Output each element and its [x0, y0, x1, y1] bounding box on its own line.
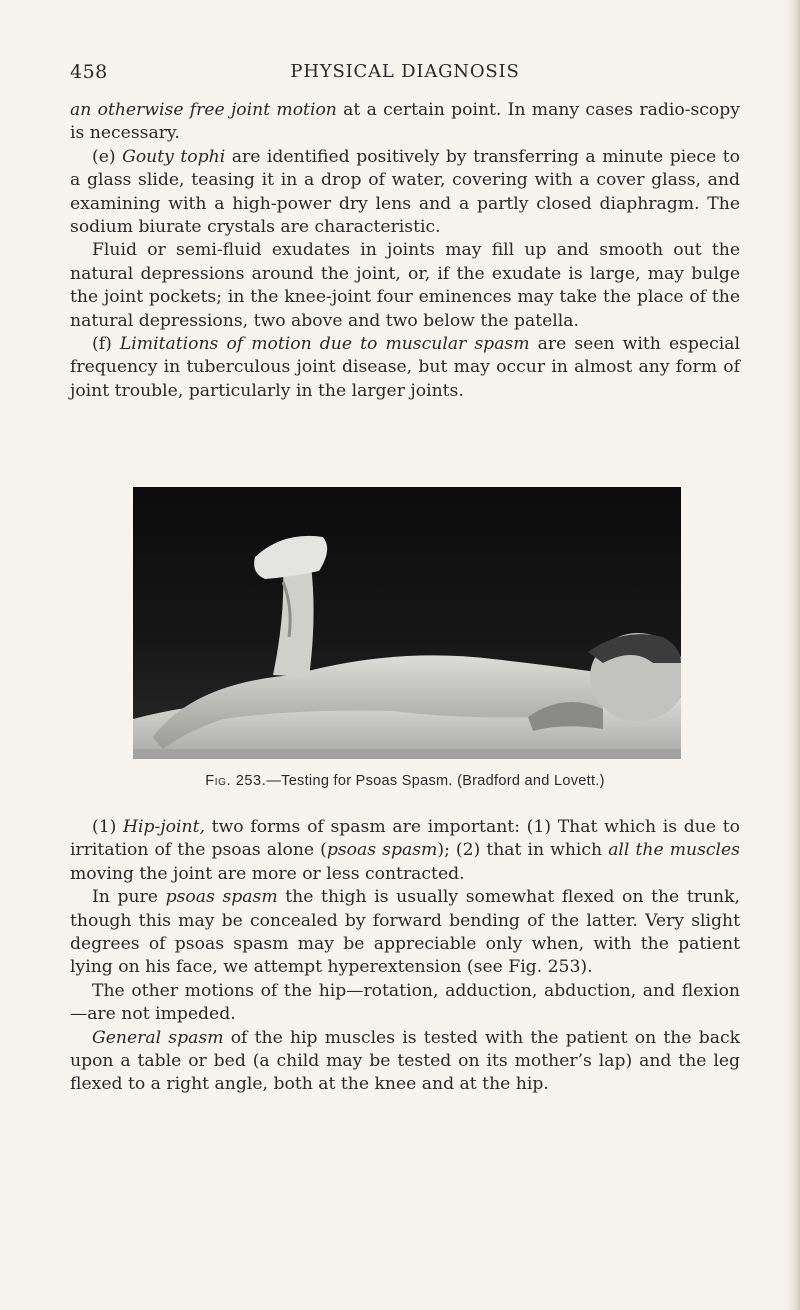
figure-illustration — [133, 487, 681, 759]
paragraph-continuation: an otherwise free joint motion at a certain point. In many cases radio-scopy is necessary. — [70, 100, 740, 144]
page-number: 458 — [70, 61, 108, 83]
page-edge — [786, 0, 800, 1310]
term-psoas-spasm-2: psoas spasm — [165, 887, 278, 908]
paragraph-general-spasm: General spasm of the hip muscles is tested with the patient on the back upon a table or bed (a child may be tested on its mother’s lap) and the leg flexed to a right angle, both at the knee and at the hip. — [70, 1027, 740, 1095]
term-psoas-spasm: psoas spasm — [326, 840, 438, 861]
italic-phrase: an otherwise free joint motion — [70, 100, 337, 120]
bottom-text-block — [70, 816, 740, 1097]
figure-label: Fig. 253. — [205, 773, 267, 789]
paragraph-fluid-exudates: Fluid or semi-fluid exudates in joints may fill up and smooth out the natural depressions around the joint, or, if the exudate is large, may bulge the joint pockets; in the knee-joint four eminences may take the place of the natural depressions, two above and two below the patella. — [70, 240, 740, 331]
paragraph-hip-joint: (1) Hip-joint, two forms of spasm are important: (1) That which is due to irritation of the psoas alone (psoas spasm); (2) that in which all the muscles moving the joint are more or less contracted. — [70, 817, 741, 884]
page-header — [70, 61, 740, 87]
table-edge — [133, 749, 681, 759]
term-general-spasm: General spasm — [92, 1027, 224, 1048]
figure-caption — [70, 773, 740, 789]
term-all-muscles: all the muscles — [608, 840, 741, 861]
figure-caption-text: —Testing for Psoas Spasm. (Bradford and Lovett.) — [266, 773, 605, 789]
term-hip-joint: Hip-joint, — [123, 817, 205, 837]
paragraph-pure-psoas-spasm: In pure psoas spasm the thigh is usually somewhat flexed on the trunk, though this may be concealed by forward bending of the latter. Very slight degrees of psoas spasm may be appreciable only when, with the patient lying on his face, we attempt hyperextension (see Fig. 253). — [70, 887, 741, 978]
paragraph-other-motions: The other motions of the hip—rotation, adduction, abduction, and flexion—are not impeded. — [70, 980, 740, 1025]
running-head: PHYSICAL DIAGNOSIS — [290, 61, 520, 82]
top-text-block — [70, 99, 740, 403]
term-limitations: Limitations of motion due to muscular spasm — [119, 334, 530, 355]
paragraph-gouty-tophi: (e) Gouty tophi are identified positively by transferring a minute piece to a glass slide, teasing it in a drop of water, covering with a cover glass, and examining with a high-power dry lens and a partly closed diaphragm. The sodium biurate crystals are characteristic. — [70, 146, 740, 238]
paragraph-limitations-of-motion: (f) Limitations of motion due to muscular spasm are seen with especial frequency in tuberculous joint disease, but may occur in almost any form of joint trouble, particularly in the larger joints. — [70, 334, 740, 401]
figure-photograph — [133, 487, 681, 759]
term-gouty-tophi: Gouty tophi — [122, 146, 226, 167]
